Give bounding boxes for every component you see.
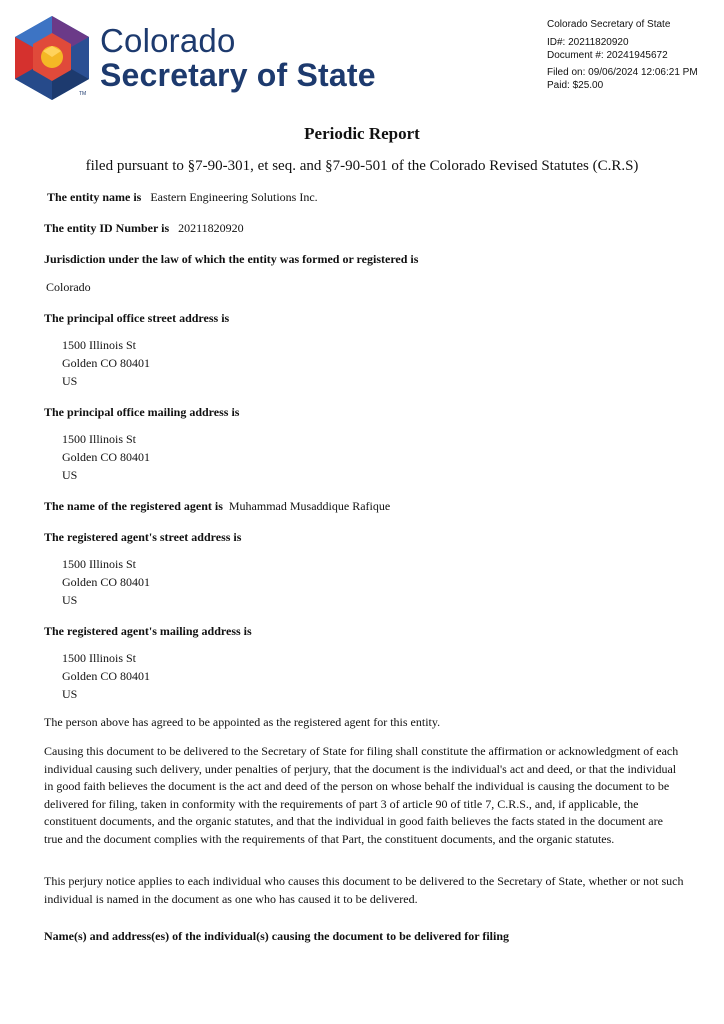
perjury-notice-paragraph: This perjury notice applies to each individual who causes this document to be delivered to the Secretary of State, whether or not such individual is named in the document as one who has caused it to be delivered. <box>44 874 684 906</box>
agent-name-value: Muhammad Musaddique Rafique <box>228 499 391 513</box>
agent-street-label-row <box>44 530 241 545</box>
entity-id-value: 20211820920 <box>178 221 244 235</box>
address-line: 1500 Illinois St <box>62 338 137 352</box>
address-line: Golden CO 80401 <box>62 356 150 370</box>
address-line: Golden CO 80401 <box>62 575 150 589</box>
entity-name-row <box>47 190 318 205</box>
report-title: Periodic Report <box>304 124 420 143</box>
entity-id-row <box>44 221 244 236</box>
filer-heading: Name(s) and address(es) of the individual(s) causing the document to be delivered for filing <box>44 929 510 943</box>
entity-name-label: The entity name is <box>47 190 142 204</box>
address-line: Golden CO 80401 <box>62 450 150 464</box>
meta-id: ID#: 20211820920 <box>547 37 629 48</box>
principal-mailing-label: The principal office mailing address is <box>44 405 240 419</box>
principal-street-label: The principal office street address is <box>44 311 230 325</box>
agent-mailing-label: The registered agent's mailing address is <box>44 624 252 638</box>
agent-name-row <box>44 499 390 514</box>
meta-filed-on: Filed on: 09/06/2024 12:06:21 PM <box>547 67 698 78</box>
colorado-sos-logo-icon <box>13 15 91 101</box>
principal-mailing-address <box>62 430 150 484</box>
address-line: 1500 Illinois St <box>62 651 137 665</box>
affirmation-paragraph: Causing this document to be delivered to the Secretary of State for filing shall constitute the affirmation or acknowledgment of each individual causing such delivery, under penalties of perjury, that the document is the individual's act and deed, or that the individual in good faith believes the document is the act and deed of the person on whose behalf the individual is causing the document to be delivered for filing, taken in conformity with the requirements of part 3 of article 90 of title 7, C.R.S., and, if applicable, the constituent documents, and the organic statutes, and that the individual in good faith believes the facts stated in the document are true and the document complies with the requirements of that Part, the constituent documents, and the organic statutes. <box>44 744 679 846</box>
entity-id-label: The entity ID Number is <box>44 221 170 235</box>
agent-street-label: The registered agent's street address is <box>44 530 242 544</box>
meta-paid: Paid: $25.00 <box>547 80 604 91</box>
meta-office: Colorado Secretary of State <box>547 19 671 30</box>
address-line: US <box>62 593 78 607</box>
principal-mailing-label-row <box>44 405 239 420</box>
principal-street-address <box>62 336 150 390</box>
svg-text:TM: TM <box>79 91 87 97</box>
address-line: US <box>62 468 78 482</box>
filer-heading-row <box>44 929 509 944</box>
entity-name-value: Eastern Engineering Solutions Inc. <box>150 190 318 204</box>
address-line: 1500 Illinois St <box>62 432 137 446</box>
report-subtitle: filed pursuant to §7-90-301, et seq. and §7-90-501 of the Colorado Revised Statutes (C.R.S) <box>85 158 639 174</box>
jurisdiction-label-row <box>44 252 418 267</box>
agent-name-label: The name of the registered agent is <box>44 499 223 513</box>
principal-street-label-row <box>44 311 229 326</box>
address-line: US <box>62 374 78 388</box>
agent-mailing-address <box>62 649 150 703</box>
address-line: Golden CO 80401 <box>62 669 150 683</box>
brand-secretary-of-state: Secretary of State <box>100 57 376 93</box>
meta-document-number: Document #: 20241945672 <box>547 50 668 61</box>
agent-street-address <box>62 555 150 609</box>
agent-mailing-label-row <box>44 624 252 639</box>
filing-meta <box>547 18 698 92</box>
brand-colorado: Colorado <box>100 22 236 59</box>
address-line: 1500 Illinois St <box>62 557 137 571</box>
address-line: US <box>62 687 78 701</box>
jurisdiction-value: Colorado <box>46 280 91 294</box>
jurisdiction-label: Jurisdiction under the law of which the entity was formed or registered is <box>44 252 419 266</box>
agent-consent-statement: The person above has agreed to be appointed as the registered agent for this entity. <box>44 715 441 729</box>
